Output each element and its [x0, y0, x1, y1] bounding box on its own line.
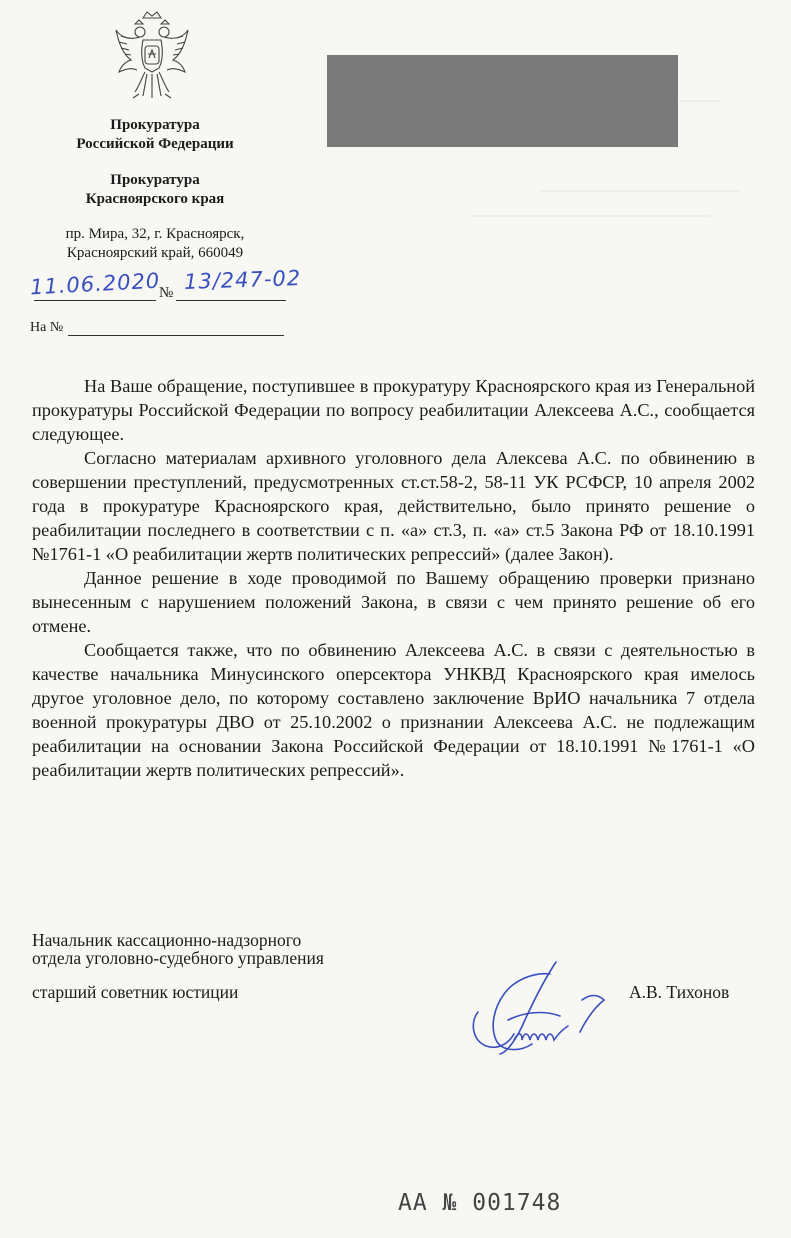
redacted-recipient-block: [327, 55, 678, 147]
signer-rank: старший советник юстиции: [32, 982, 239, 1002]
address-line: пр. Мира, 32, г. Красноярск,: [65, 226, 245, 242]
coat-of-arms-emblem-icon: [113, 10, 191, 102]
number-sign: №: [159, 285, 174, 301]
reference-number-label: На №: [30, 320, 64, 335]
organization-line: Российской Федерации: [76, 136, 234, 152]
regional-office-line: Прокуратура: [110, 172, 200, 188]
address-line: Красноярский край, 660049: [66, 245, 244, 261]
letter-body: [32, 374, 755, 782]
handwritten-number: 13/247-02: [183, 265, 302, 295]
office-address: [40, 225, 270, 263]
body-paragraph: Согласно материалам архивного уголовного дела Алексева А.С. по обвинению в совершении преступлений, предусмотренных ст.ст.58-2, 58-11 УК РСФСР, 10 апреля 2002 года в прокуратуре Красноярского края, действительно, было принято решение о реабилитации последнего в соответствии с п. «а» ст.3, п. «а» ст.5 Закона РФ от 18.10.1991 №1761-1 «О реабилитации жертв политических репрессий» (далее Закон).: [32, 448, 755, 564]
signer-position-line: Начальник кассационно-надзорного: [32, 930, 302, 950]
reference-number-line: [68, 335, 284, 336]
signer-position-line: отдела уголовно-судебного управления: [32, 948, 324, 968]
bleed-through-mark: [540, 190, 740, 192]
regional-office-name: [40, 171, 270, 209]
regional-office-line: Красноярского края: [85, 191, 225, 207]
number-underline: [176, 300, 286, 301]
document-serial-number: АА № 001748: [398, 1190, 562, 1216]
body-paragraph: Сообщается также, что по обвинению Алексеева А.С. в связи с деятельностью в качестве начальника Минусинского оперсектора УНКВД Красноярского края имелось другое уголовное дело, по которому составлено заключение ВрИО начальника 7 отдела военной прокуратуры ДВО от 25.10.2002 о признании Алексеева А.С. не подлежащим реабилитации на основании Закона Российской Федерации от 18.10.1991 №1761-1 «О реабилитации жертв политических репрессий».: [32, 640, 755, 780]
signer-name: А.В. Тихонов: [629, 982, 730, 1002]
date-underline: [34, 300, 156, 301]
body-paragraph: На Ваше обращение, поступившее в прокуратуру Красноярского края из Генеральной прокуратуры Российской Федерации по вопросу реабилитации Алексеева А.С., сообщается следующее.: [32, 376, 755, 444]
bleed-through-mark: [470, 215, 710, 217]
organization-line: Прокуратура: [110, 117, 200, 133]
handwritten-signature-icon: [464, 960, 614, 1060]
handwritten-date: 11.06.2020: [29, 268, 161, 300]
body-paragraph: Данное решение в ходе проводимой по Вашему обращению проверки признано вынесенным с нарушением положений Закона, в связи с чем принято решение об его отмене.: [32, 568, 755, 636]
organization-name: [40, 116, 270, 154]
